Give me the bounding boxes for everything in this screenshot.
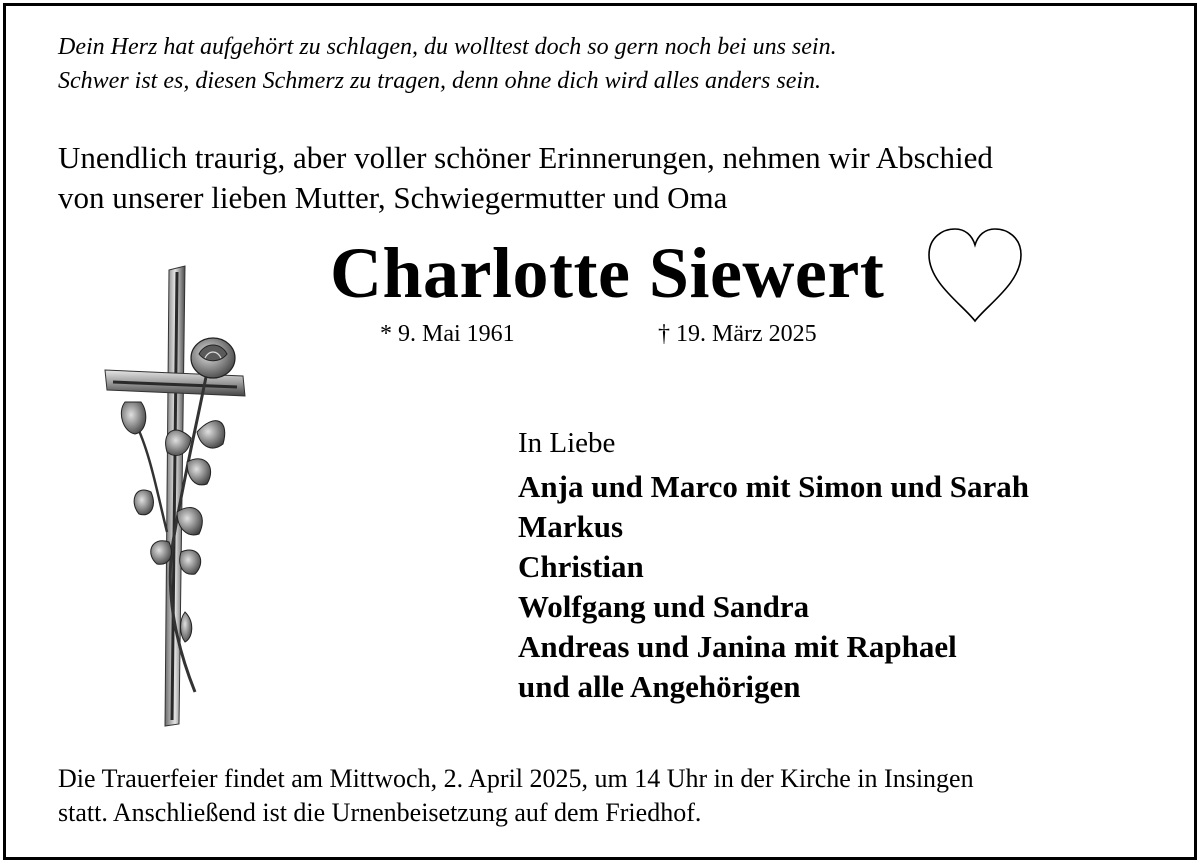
intro-line-2: von unserer lieben Mutter, Schwiegermutter und Oma	[58, 180, 728, 215]
poem-line-2: Schwer ist es, diesen Schmerz zu tragen, denn ohne dich wird alles anders sein.	[58, 68, 822, 94]
death-date: † 19. März 2025	[658, 321, 817, 347]
intro-text	[58, 138, 993, 218]
poem	[58, 30, 837, 98]
birth-date: * 9. Mai 1961	[380, 321, 515, 347]
service-line-1: Die Trauerfeier findet am Mittwoch, 2. April 2025, um 14 Uhr in der Kirche in Insingen	[58, 764, 974, 793]
mourner-line: Anja und Marco mit Simon und Sarah	[518, 469, 1030, 504]
deceased-name: Charlotte Siewert	[330, 233, 885, 313]
mourner-line: Christian	[518, 549, 644, 584]
service-line-2: statt. Anschließend ist die Urnenbeisetzung auf dem Friedhof.	[58, 798, 702, 827]
intro-line-1: Unendlich traurig, aber voller schöner Erinnerungen, nehmen wir Abschied	[58, 140, 993, 175]
service-info	[58, 762, 974, 830]
heart-outline-icon	[925, 225, 1025, 325]
mourner-line: Markus	[518, 509, 624, 544]
cross-with-rose-icon	[95, 262, 255, 732]
mourner-line: Andreas und Janina mit Raphael	[518, 629, 957, 664]
mourner-line: Wolfgang und Sandra	[518, 589, 810, 624]
poem-line-1: Dein Herz hat aufgehört zu schlagen, du wolltest doch so gern noch bei uns sein.	[58, 34, 837, 60]
mourners-heading: In Liebe	[518, 427, 616, 459]
mourner-line: und alle Angehörigen	[518, 669, 801, 704]
mourners-list	[518, 467, 1029, 707]
